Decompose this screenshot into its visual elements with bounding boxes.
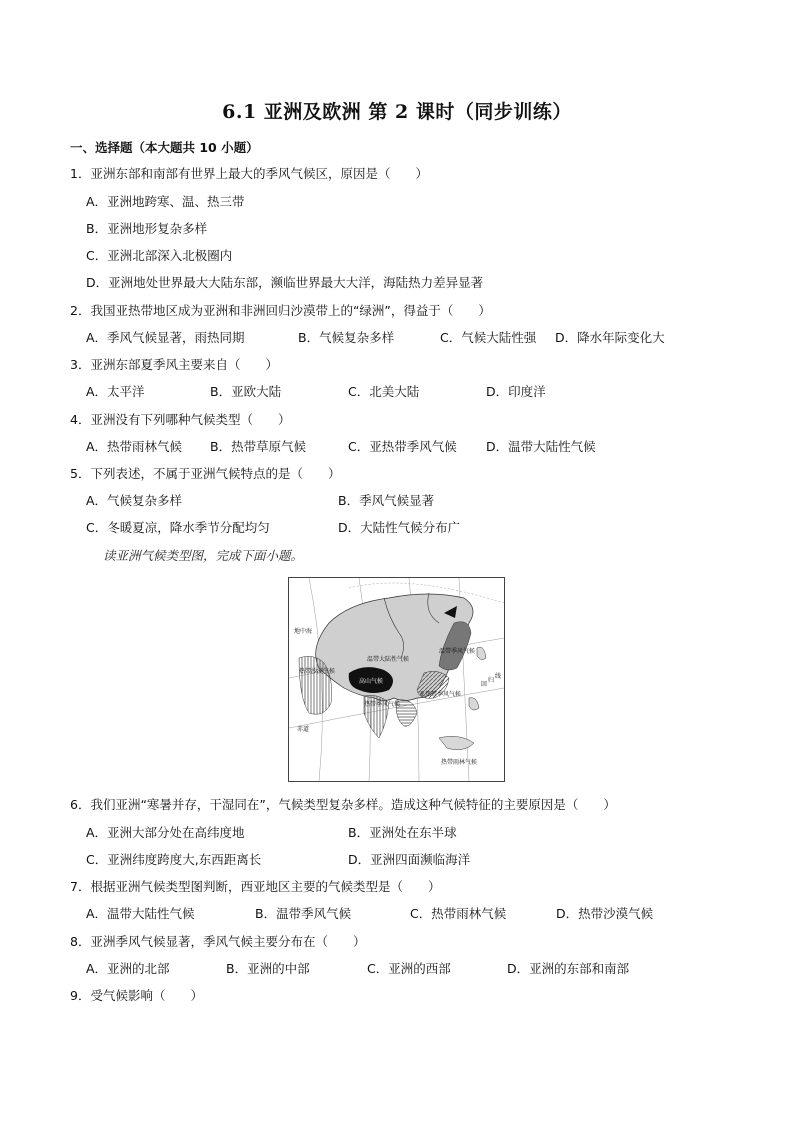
page-title: 6.1 亚洲及欧洲 第 2 课时（同步训练） xyxy=(222,101,572,123)
label-tropic-3: 线 xyxy=(495,673,502,680)
question-2-option-b[interactable]: B．气候复杂多样 xyxy=(298,330,395,345)
question-6-option-a[interactable]: A．亚洲大部分处在高纬度地 xyxy=(86,825,245,840)
asia-climate-map xyxy=(288,577,505,782)
philippines-islands xyxy=(469,698,479,710)
question-3-option-a[interactable]: A．太平洋 xyxy=(86,384,145,399)
question-7-option-b[interactable]: B．温带季风气候 xyxy=(255,906,352,921)
question-1-option-a[interactable]: A．亚洲地跨寒、温、热三带 xyxy=(86,194,245,209)
question-6-option-c[interactable]: C．亚洲纬度跨度大,东西距离长 xyxy=(86,852,262,867)
question-4-option-b[interactable]: B．热带草原气候 xyxy=(210,439,307,454)
question-8-option-c[interactable]: C．亚洲的西部 xyxy=(367,961,451,976)
question-5-option-c[interactable]: C．冬暖夏凉，降水季节分配均匀 xyxy=(86,520,270,535)
question-3-option-b[interactable]: B．亚欧大陆 xyxy=(210,384,282,399)
label-highland: 高山气候 xyxy=(359,678,384,685)
question-1-option-d[interactable]: D．亚洲地处世界最大大陆东部，濒临世界最大大洋，海陆热力差异显著 xyxy=(86,275,484,290)
question-5-option-d[interactable]: D．大陆性气候分布广 xyxy=(338,520,461,535)
figure-instruction: 读亚洲气候类型图，完成下面小题。 xyxy=(103,548,304,563)
question-8-option-d[interactable]: D．亚洲的东部和南部 xyxy=(507,961,630,976)
question-1-option-c[interactable]: C．亚洲北部深入北极圈内 xyxy=(86,248,233,263)
question-7-option-c[interactable]: C．热带雨林气候 xyxy=(410,906,507,921)
question-1-stem: 1．亚洲东部和南部有世界上最大的季风气候区，原因是（ ） xyxy=(70,166,428,181)
question-2-option-d[interactable]: D．降水年际变化大 xyxy=(555,330,665,345)
question-1-option-b[interactable]: B．亚洲地形复杂多样 xyxy=(86,221,208,236)
japan-islands xyxy=(477,647,486,659)
question-3-stem: 3．亚洲东部夏季风主要来自（ ） xyxy=(70,357,278,372)
question-8-stem: 8．亚洲季风气候显著，季风气候主要分布在（ ） xyxy=(70,934,366,949)
question-7-option-a[interactable]: A．温带大陆性气候 xyxy=(86,906,195,921)
question-3-option-d[interactable]: D．印度洋 xyxy=(486,384,546,399)
question-9-stem: 9．受气候影响（ ） xyxy=(70,988,203,1003)
indonesia-islands xyxy=(439,736,474,749)
question-7-option-d[interactable]: D．热带沙漠气候 xyxy=(556,906,654,921)
question-2-option-c[interactable]: C．气候大陆性强 xyxy=(440,330,537,345)
question-6-stem: 6．我们亚洲“寒暑并存，干湿同在”，气候类型复杂多样。造成这种气候特征的主要原因是（ ） xyxy=(70,797,616,812)
question-7-stem: 7．根据亚洲气候类型图判断，西亚地区主要的气候类型是（ ） xyxy=(70,879,441,894)
question-5-option-a[interactable]: A．气候复杂多样 xyxy=(86,493,183,508)
question-5-stem: 5．下列表述，不属于亚洲气候特点的是（ ） xyxy=(70,466,341,481)
label-temperate-monsoon: 温带季风气候 xyxy=(439,648,476,655)
label-mediterranean: 地中海 xyxy=(294,628,313,635)
question-6-option-b[interactable]: B．亚洲处在东半球 xyxy=(348,825,457,840)
label-subtropical-monsoon: 亚热带季风气候 xyxy=(419,691,462,698)
label-tropic-1: 回 xyxy=(481,681,488,688)
label-temperate-continental: 温带大陆性气候 xyxy=(367,656,410,663)
question-2-option-a[interactable]: A．季风气候显著，雨热同期 xyxy=(86,330,245,345)
question-4-option-d[interactable]: D．温带大陆性气候 xyxy=(486,439,596,454)
label-equator: 赤道 xyxy=(297,726,310,733)
label-tropic-2: 归 xyxy=(488,677,495,684)
question-8-option-a[interactable]: A．亚洲的北部 xyxy=(86,961,170,976)
question-5-option-b[interactable]: B．季风气候显著 xyxy=(338,493,435,508)
question-4-option-a[interactable]: A．热带雨林气候 xyxy=(86,439,183,454)
question-8-option-b[interactable]: B．亚洲的中部 xyxy=(226,961,310,976)
label-tropical-rainforest: 热带雨林气候 xyxy=(441,759,478,766)
question-2-stem: 2．我国亚热带地区成为亚洲和非洲回归沙漠带上的“绿洲”，得益于（ ） xyxy=(70,303,491,318)
section-heading: 一、选择题（本大题共 10 小题） xyxy=(70,140,259,155)
label-tropical-monsoon: 热带季风气候 xyxy=(364,701,401,708)
label-tropical-desert: 热带沙漠气候 xyxy=(299,668,336,675)
question-4-stem: 4．亚洲没有下列哪种气候类型（ ） xyxy=(70,412,291,427)
question-3-option-c[interactable]: C．北美大陆 xyxy=(348,384,420,399)
question-6-option-d[interactable]: D．亚洲四面濒临海洋 xyxy=(348,852,471,867)
question-4-option-c[interactable]: C．亚热带季风气候 xyxy=(348,439,457,454)
